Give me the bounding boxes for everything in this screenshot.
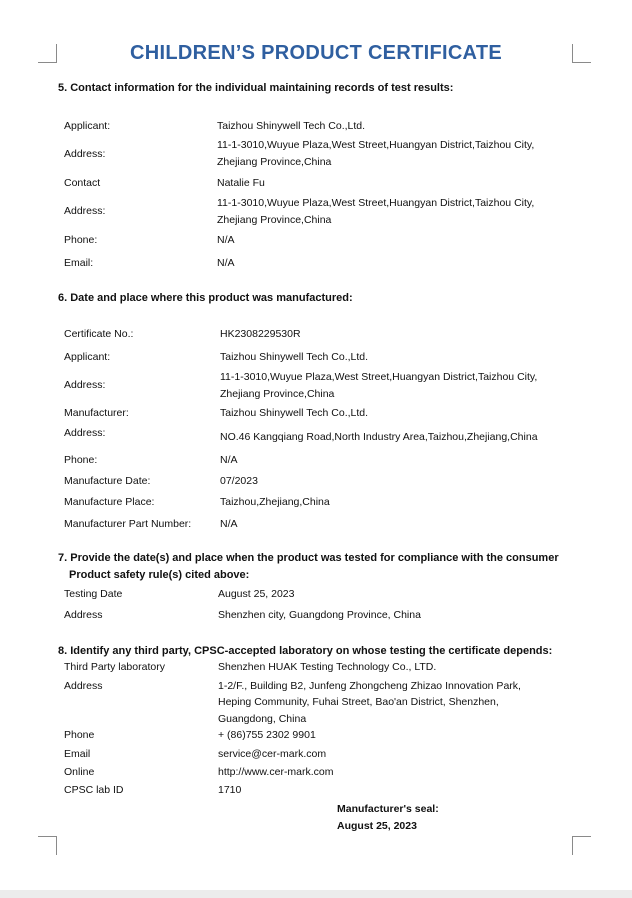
s5-contact-address-line1: 11-1-3010,Wuyue Plaza,West Street,Huangyan District,Taizhou City,	[217, 197, 535, 209]
s6-certificate-label: Certificate No.:	[64, 328, 134, 340]
viewer-bottom-strip	[0, 890, 632, 898]
s8-phone-value: + (86)755 2302 9901	[218, 729, 316, 741]
s8-online-label: Online	[64, 766, 95, 778]
s6-part-number-value: N/A	[220, 518, 238, 530]
section-8-heading: 8. Identify any third party, CPSC-accepted laboratory on whose testing the certificate depends:	[58, 645, 553, 657]
section-7-heading-line2: Product safety rule(s) cited above:	[69, 569, 250, 581]
s5-applicant-value: Taizhou Shinywell Tech Co.,Ltd.	[217, 120, 366, 132]
s5-address-value-line2: Zhejiang Province,China	[217, 156, 332, 168]
section-5-heading: 5. Contact information for the individual maintaining records of test results:	[58, 82, 454, 94]
s5-phone-label: Phone:	[64, 234, 98, 246]
s5-contact-value: Natalie Fu	[217, 177, 265, 189]
s6-manufacture-date-label: Manufacture Date:	[64, 475, 151, 487]
s8-address-label: Address	[64, 680, 103, 692]
s6-applicant-value: Taizhou Shinywell Tech Co.,Ltd.	[220, 351, 369, 363]
s7-testing-date-value: August 25, 2023	[218, 588, 295, 600]
s6-manufacturer-label: Manufacturer:	[64, 407, 129, 419]
section-6-heading: 6. Date and place where this product was manufactured:	[58, 292, 353, 304]
s5-contact-label: Contact	[64, 177, 101, 189]
s5-phone-value: N/A	[217, 234, 235, 246]
s7-testing-date-label: Testing Date	[64, 588, 123, 600]
corner-mark-bottom-right	[572, 836, 591, 855]
s6-manufacturer-address-label: Address:	[64, 427, 106, 439]
s5-address-value-line1: 11-1-3010,Wuyue Plaza,West Street,Huangyan District,Taizhou City,	[217, 139, 535, 151]
s8-email-label: Email	[64, 748, 91, 760]
s6-part-number-label: Manufacturer Part Number:	[64, 518, 192, 530]
s5-applicant-label: Applicant:	[64, 120, 111, 132]
s5-email-value: N/A	[217, 257, 235, 269]
s6-manufacture-place-label: Manufacture Place:	[64, 496, 155, 508]
s6-manufacturer-address-value: NO.46 Kangqiang Road,North Industry Area,Taizhou,Zhejiang,China	[220, 431, 538, 443]
s8-lab-value: Shenzhen HUAK Testing Technology Co., LTD.	[218, 661, 437, 673]
s8-online-value: http://www.cer-mark.com	[218, 766, 334, 778]
s8-address-value-line1: 1-2/F., Building B2, Junfeng Zhongcheng Zhizao Innovation Park,	[218, 680, 521, 692]
s8-email-value: service@cer-mark.com	[218, 748, 327, 760]
s7-address-label: Address	[64, 609, 103, 621]
corner-mark-bottom-left	[38, 836, 57, 855]
s5-address-label: Address:	[64, 148, 106, 160]
s5-contact-address-label: Address:	[64, 205, 106, 217]
s6-address-label: Address:	[64, 379, 106, 391]
s7-address-value: Shenzhen city, Guangdong Province, China	[218, 609, 421, 621]
s8-address-value-line2: Heping Community, Fuhai Street, Bao'an District, Shenzhen,	[218, 696, 499, 708]
s6-phone-value: N/A	[220, 454, 238, 466]
s8-lab-id-value: 1710	[218, 784, 242, 796]
s8-address-value-line3: Guangdong, China	[218, 713, 307, 725]
s6-address-value-line1: 11-1-3010,Wuyue Plaza,West Street,Huangyan District,Taizhou City,	[220, 371, 538, 383]
s6-manufacturer-value: Taizhou Shinywell Tech Co.,Ltd.	[220, 407, 369, 419]
manufacturer-seal-date: August 25, 2023	[337, 820, 417, 832]
s5-contact-address-line2: Zhejiang Province,China	[217, 214, 332, 226]
s8-lab-id-label: CPSC lab ID	[64, 784, 124, 796]
s6-manufacture-place-value: Taizhou,Zhejiang,China	[220, 496, 330, 508]
s6-certificate-value: HK2308229530R	[220, 328, 301, 340]
page-title: CHILDREN’S PRODUCT CERTIFICATE	[130, 42, 502, 64]
s6-applicant-label: Applicant:	[64, 351, 111, 363]
s6-manufacture-date-value: 07/2023	[220, 475, 258, 487]
s8-phone-label: Phone	[64, 729, 95, 741]
manufacturer-seal-label: Manufacturer's seal:	[337, 803, 439, 815]
s6-address-value-line2: Zhejiang Province,China	[220, 388, 335, 400]
s6-phone-label: Phone:	[64, 454, 98, 466]
s8-lab-label: Third Party laboratory	[64, 661, 165, 673]
s5-email-label: Email:	[64, 257, 94, 269]
section-7-heading-line1: 7. Provide the date(s) and place when the product was tested for compliance with the consumer	[58, 552, 559, 564]
